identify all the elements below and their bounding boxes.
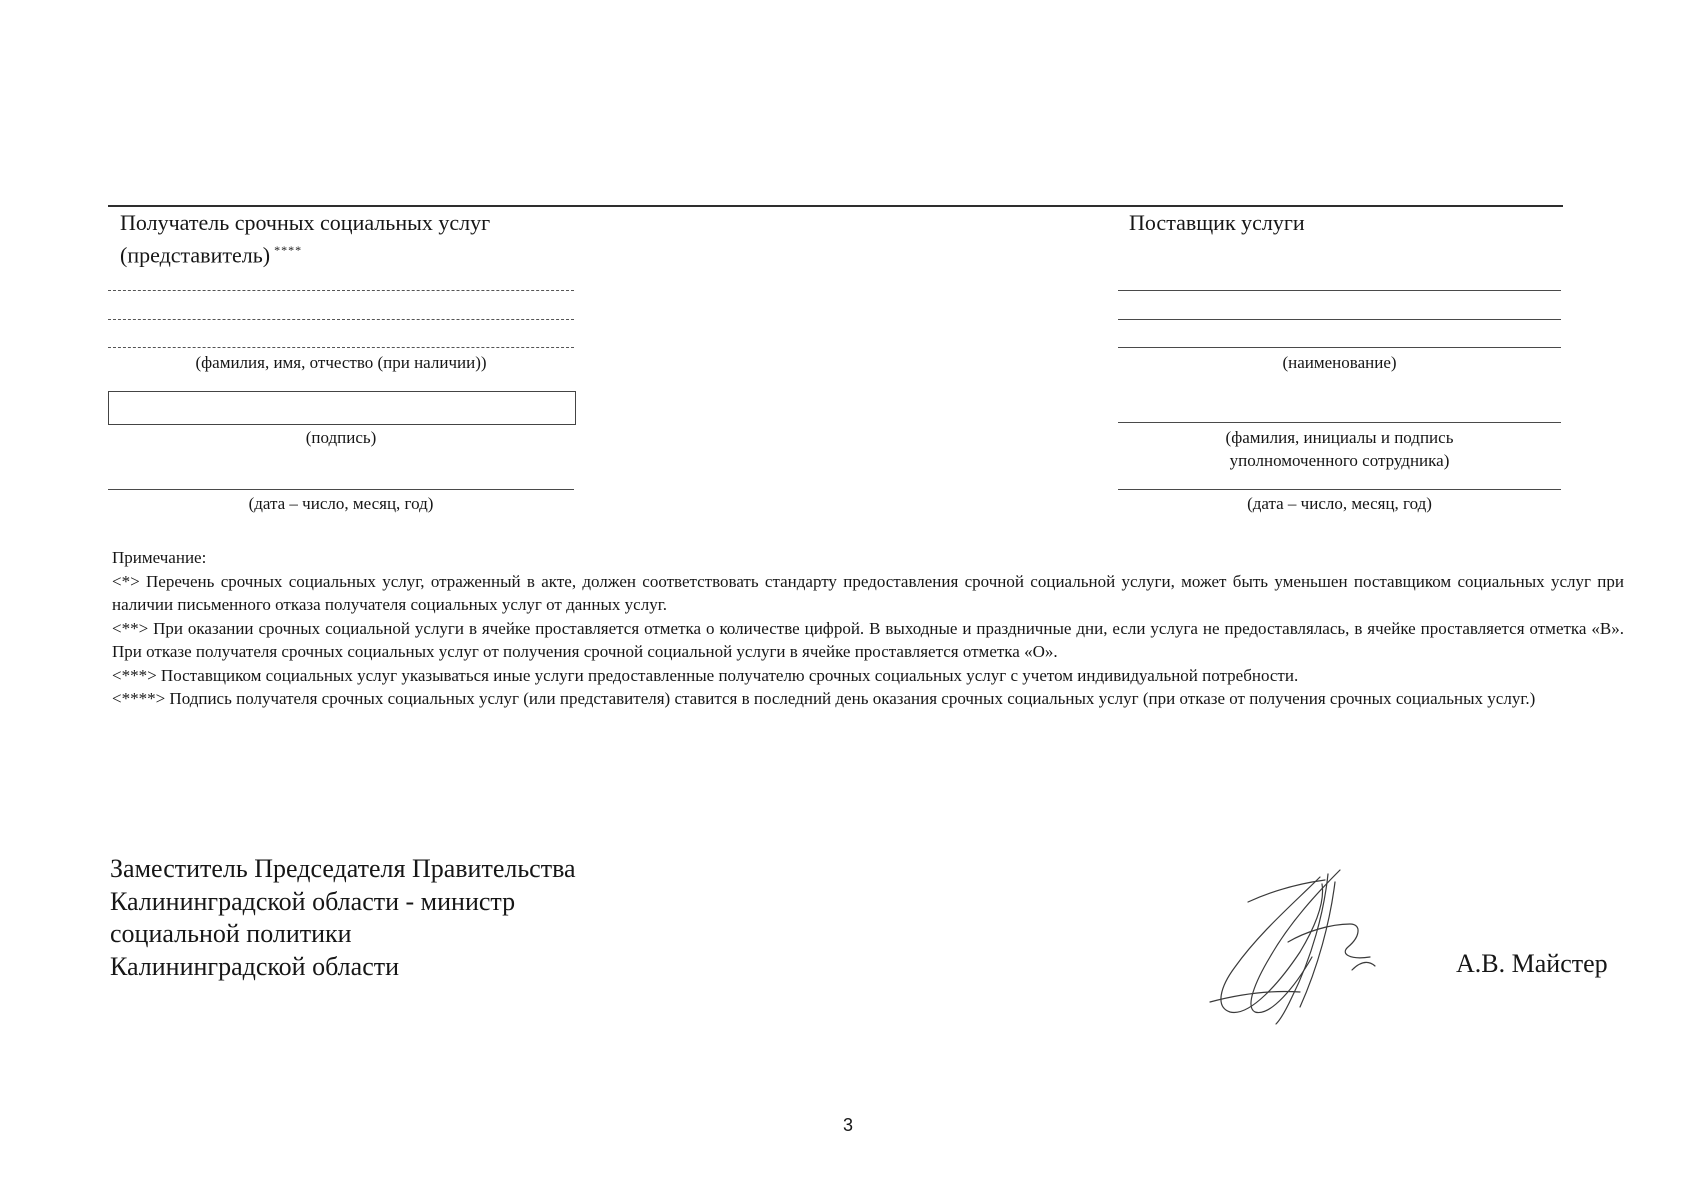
recipient-date-caption: (дата – число, месяц, год)	[248, 494, 434, 513]
official-title-line-1: Заместитель Председателя Правительства	[110, 854, 576, 883]
provider-signatory-line[interactable]	[1118, 422, 1561, 423]
recipient-signature-box[interactable]	[108, 391, 576, 425]
note-item-1: <*> Перечень срочных социальных услуг, отраженный в акте, должен соответствовать стандарту предоставления срочной социальной услуги, может быть уменьшен поставщиком социальных услуг при наличии письменного отказа получателя социальных услуг от данных услуг.	[112, 571, 1624, 614]
note-item-2: <**> При оказании срочных социальной услуги в ячейке проставляется отметка о количестве цифрой. В выходные и праздничные дни, если услуга не предоставлялась, в ячейке проставляется отметка «В». При отказе получателя срочных социальных услуг от получения срочной социальной услуги в ячейке проставляется отметка «О».	[112, 618, 1624, 661]
recipient-name-caption: (фамилия, имя, отчество (при наличии))	[195, 353, 487, 372]
note-item-3: <***> Поставщиком социальных услуг указываться иные услуги предоставленные получателю срочных социальных услуг с учетом индивидуальной потребности.	[112, 665, 1299, 685]
page-number: 3	[842, 1115, 853, 1135]
provider-name-line-2[interactable]	[1118, 319, 1561, 320]
official-title	[110, 853, 576, 983]
provider-heading: Поставщик услуги	[1129, 210, 1305, 235]
official-title-line-3: социальной политики	[110, 919, 352, 948]
provider-signatory-caption-line2: уполномоченного сотрудника)	[1229, 451, 1450, 470]
recipient-signature-caption: (подпись)	[305, 428, 377, 447]
recipient-name-line-2[interactable]	[108, 319, 574, 320]
footnote-mark: ****	[274, 243, 303, 257]
official-title-line-4: Калининградской области	[110, 951, 400, 981]
top-divider	[108, 205, 1563, 207]
recipient-heading-line1: Получатель срочных социальных услуг	[120, 210, 491, 235]
recipient-name-line-1[interactable]	[108, 290, 574, 291]
provider-name-caption: (наименование)	[1282, 353, 1397, 372]
provider-name-line-1[interactable]	[1118, 290, 1561, 291]
notes-section	[112, 546, 1624, 711]
recipient-heading-text: (представитель)	[120, 242, 271, 268]
signer-name: А.В. Майстер	[1456, 949, 1608, 978]
notes-title: Примечание:	[112, 548, 207, 567]
provider-signatory-caption-line1: (фамилия, инициалы и подпись	[1225, 428, 1454, 447]
recipient-heading-line2	[120, 237, 302, 268]
provider-name-line-3[interactable]	[1118, 347, 1561, 348]
provider-date-caption: (дата – число, месяц, год)	[1247, 494, 1432, 513]
provider-date-line[interactable]	[1118, 489, 1561, 490]
recipient-date-line[interactable]	[108, 489, 574, 490]
recipient-name-line-3[interactable]	[108, 347, 574, 348]
official-title-line-2: Калининградской области - министр	[110, 886, 516, 916]
handwritten-signature	[1200, 862, 1400, 1032]
note-item-4: <****> Подпись получателя срочных социальных услуг (или представителя) ставится в последний день оказания срочных социальных услуг (при отказе от получения срочных социальных услуг.)	[112, 689, 1536, 708]
